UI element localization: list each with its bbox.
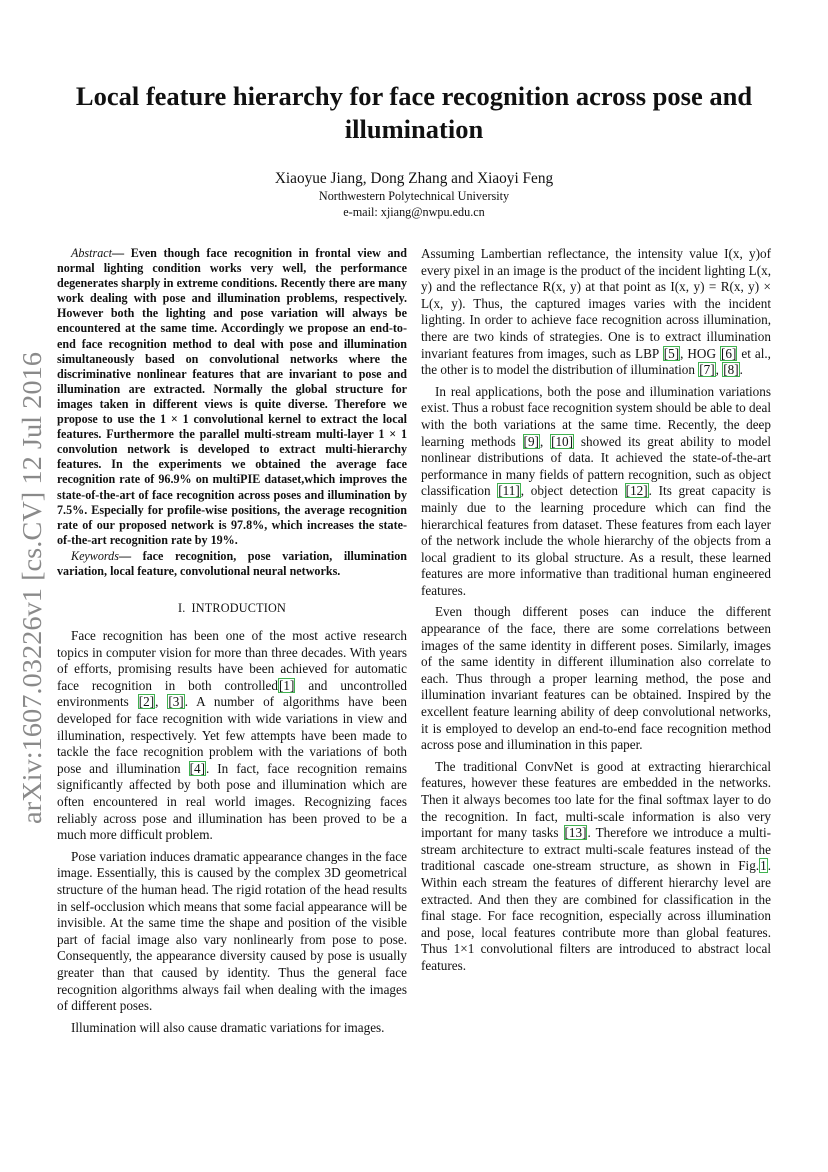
- keywords: [57, 549, 407, 579]
- abstract-text: — Even though face recognition in frontal view and normal lighting condition works very well, the performance degenerates sharply in extreme conditions. Recently there are many work dealing with pose and illumination problems, respectively. However both the lighting and pose variation will always be encountered at the same time. Accordingly we propose an end-to-end face recognition method to deal with pose and illumination simultaneously based on convolutional networks where the discriminative nonlinear features that are invariant to pose and illumination are extracted. Normally the global structure for images taken in different views is quite diverse. Therefore we propose to use the 1 × 1 convolutional kernel to extract the local features. Furthermore the parallel multi-stream multi-layer 1 × 1 convolution network is developed to extract multi-hierarchy features. In the experiments we obtained the average face recognition rate of 96.9% on multiPIE dataset,which improves the state-of-the-art of face recognition across poses and illumination by 7.5%. Especially for profile-wise positions, the average recognition rate of our proposed network is 97.8%, which increases the state-of-the-art recognition rate by 19%.: [57, 246, 407, 547]
- citation-link[interactable]: [3]: [168, 694, 184, 710]
- right-paragraph-3: Even though different poses can induce the different appearance of the face, there are some correlations between images of the same identity in different poses. Similarly, images of the same identity in different illumination also correlate to each. Thus through a proper learning method, the pose and illumination invariant features can be obtained. Inspired by the excellent feature learning ability of deep convolutional networks, it is employed to develop an end-to-end face recognition method across pose and illumination in this paper.: [421, 604, 771, 753]
- abstract: [57, 246, 407, 548]
- text-run: ,: [715, 362, 723, 378]
- citation-link[interactable]: [13]: [564, 825, 587, 841]
- right-paragraph-4: [421, 759, 771, 975]
- intro-paragraph-1: [57, 628, 407, 844]
- citation-link[interactable]: [1]: [279, 677, 295, 693]
- right-column: [421, 246, 771, 975]
- section-heading: [57, 601, 407, 616]
- right-paragraph-2: [421, 384, 771, 600]
- right-paragraph-1: [421, 246, 771, 379]
- citation-link[interactable]: [10]: [551, 433, 574, 449]
- section-title: INTRODUCTION: [191, 601, 286, 616]
- affiliation: Northwestern Polytechnical University: [318, 189, 510, 203]
- citation-link[interactable]: [4]: [189, 760, 206, 776]
- citation-link[interactable]: [5]: [663, 345, 680, 361]
- left-column: [57, 246, 407, 1036]
- text-run: and uncontrolled environments: [57, 677, 407, 710]
- contact-email: e-mail: xjiang@nwpu.edu.cn: [343, 205, 485, 219]
- text-run: . Its great capacity is mainly due to the learning procedure which can find the hierarchical features from dataset. These features from each layer of the network include the whole hierarchy of the objects from a local gradient to its global structure. As a result, these learned features are more informative than traditional human engineered features.: [421, 483, 771, 598]
- keywords-lead: Keywords: [71, 548, 119, 563]
- citation-link[interactable]: [9]: [523, 433, 539, 449]
- text-run: The traditional ConvNet is good at extracting hierarchical features, however these features are embedded in the networks. Then it always becomes too late for the final softmax layer to do the recognition. In fact, multi-scale information is also very important for many tasks: [421, 758, 771, 841]
- figure-link[interactable]: 1: [760, 858, 767, 874]
- author-list: Xiaoyue Jiang, Dong Zhang and Xiaoyi Feng: [274, 170, 554, 187]
- citation-link[interactable]: [12]: [625, 483, 648, 499]
- text-run: showed its great ability to model nonlinear distributions of data. It achieved the state-of-the-art performance in many fields of pattern recognition, such as object classification: [421, 433, 771, 499]
- abstract-lead: Abstract: [71, 246, 112, 260]
- text-run: et al., the other is to model the distribution of illumination: [421, 345, 771, 378]
- text-run: , HOG: [680, 345, 720, 361]
- text-run: Face recognition has been one of the most active research topics in computer vision for more than three decades. With years of efforts, promising results have been achieved for automatic face recognition in both controlled: [57, 628, 407, 693]
- intro-paragraph-2: Pose variation induces dramatic appearance changes in the face image. Essentially, this is caused by the complex 3D geometrical structure of the human head. The rigid rotation of the head results in self-occlusion which means that some facial appearance will be invisible. At the same time the shape and position of the visible part of facial image also vary nonlinearly from pose to pose. Consequently, the appearance diversity caused by pose is usually greater than that caused by identity. Thus the general face recognition algorithms always fail when dealing with the images of different poses.: [57, 848, 407, 1014]
- text-run: . Therefore we introduce a multi-stream architecture to extract multi-scale features instead of the traditional cascade one-stream structure, as shown in Fig.: [421, 825, 771, 874]
- text-run: ,: [155, 694, 168, 710]
- citation-link[interactable]: [7]: [699, 362, 715, 378]
- section-number: I.: [178, 601, 186, 616]
- citation-link[interactable]: [6]: [720, 345, 737, 361]
- citation-link[interactable]: [8]: [723, 362, 739, 378]
- keywords-text: — face recognition, pose variation, illumination variation, local feature, convolutional neural networks.: [57, 548, 407, 578]
- text-run: In real applications, both the pose and illumination variations exist. Thus a robust face recognition system should be able to deal with the both variations at the same time. Recently, the deep learning methods: [421, 383, 771, 449]
- paper-title: Local feature hierarchy for face recognition across pose and illumination: [75, 81, 753, 144]
- text-run: .: [739, 362, 743, 378]
- text-run: ,: [539, 433, 551, 449]
- citation-link[interactable]: [2]: [138, 694, 155, 710]
- text-run: , object detection: [520, 483, 625, 499]
- text-run: Assuming Lambertian reflectance, the intensity value I(x, y)of every pixel in an image is the product of the incident lighting L(x, y) and the reflectance R(x, y) at that point as I(x, y) = R(x, y) × L(x, y). Thus, the captured images varies with the incident lighting. In order to achieve face recognition across illumination, there are two kinds of strategies. One is to extract illumination invariant features from images, such as LBP: [421, 246, 771, 361]
- text-run: . Within each stream the features of different hierarchy level are extracted. And then they are combined for classification in the final stage. For face recognition, especially across illumination and pose, local features contribute more than global features. Thus 1×1 convolutional filters are introduced to abstract local features.: [421, 858, 771, 973]
- text-run: . A number of algorithms have been developed for face recognition with wide variations in view and illumination, respectively. Yet few attempts have been made to tackle the face recognition problem with the variations of both pose and illumination: [57, 694, 407, 776]
- intro-paragraph-3: Illumination will also cause dramatic variations for images.: [71, 1019, 385, 1035]
- citation-link[interactable]: [11]: [498, 483, 520, 499]
- arxiv-watermark: [11, 348, 51, 828]
- text-run: . In fact, face recognition remains significantly affected by both pose and illumination which are often encountered in real world images. Recognizing faces reliably across pose and illumination has been proved to be a much more difficult problem.: [57, 760, 407, 843]
- arxiv-id-text: arXiv:1607.03226v1 [cs.CV] 12 Jul 2016: [17, 375, 47, 824]
